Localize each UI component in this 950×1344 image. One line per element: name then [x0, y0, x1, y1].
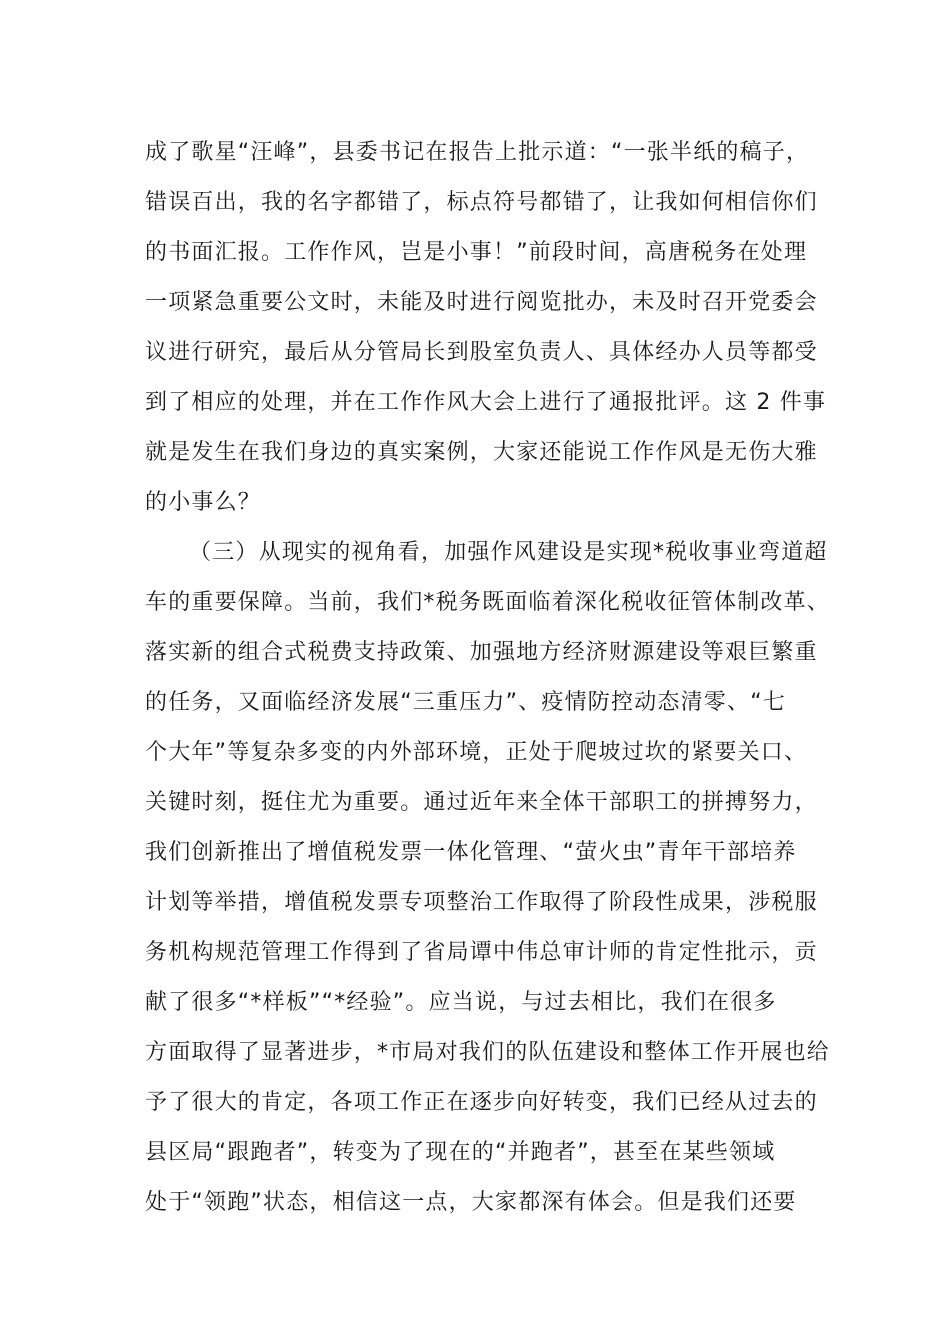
text-line: 的小事么？ — [145, 490, 262, 515]
text-line: 错误百出，我的名字都错了，标点符号都错了，让我如何相信你们 — [145, 190, 818, 215]
text-line: 关键时刻，挺住尤为重要。通过近年来全体干部职工的拼搏努力， — [145, 790, 818, 815]
body-text — [145, 130, 845, 1230]
text-line: 议进行研究，最后从分管局长到股室负责人、具体经办人员等都受 — [145, 340, 818, 365]
text-line: 县区局“跟跑者”，转变为了现在的“并跑者”，甚至在某些领域 — [145, 1140, 776, 1165]
text-line: 计划等举措，增值税发票专项整治工作取得了阶段性成果，涉税服 — [145, 890, 818, 915]
text-line: 我们创新推出了增值税发票一体化管理、“萤火虫”青年干部培养 — [145, 840, 797, 865]
text-line: 车的重要保障。当前，我们*税务既面临着深化税收征管体制改革、 — [145, 590, 831, 615]
text-line: 成了歌星“汪峰”，县委书记在报告上批示道：“一张半纸的稿子， — [145, 140, 810, 165]
text-line: 处于“领跑”状态，相信这一点，大家都深有体会。但是我们还要 — [145, 1190, 797, 1215]
section-heading-line: （三）从现实的视角看，加强作风建设是实现*税收事业弯道超 — [189, 540, 828, 565]
text-line: 到了相应的处理，并在工作作风大会上进行了通报批评。这 2 件事 — [145, 390, 827, 415]
text-line: 方面取得了显著进步，*市局对我们的队伍建设和整体工作开展也给 — [145, 1040, 831, 1065]
text-line: 务机构规范管理工作得到了省局谭中伟总审计师的肯定性批示，贡 — [145, 940, 818, 965]
text-line: 个大年”等复杂多变的内外部环境，正处于爬坡过坎的紧要关口、 — [145, 740, 808, 765]
text-line: 落实新的组合式税费支持政策、加强地方经济财源建设等艰巨繁重 — [145, 640, 818, 665]
text-line: 的任务，又面临经济发展“三重压力”、疫情防控动态清零、“七 — [145, 690, 786, 715]
text-line: 一项紧急重要公文时，未能及时进行阅览批办，未及时召开党委会 — [145, 290, 818, 315]
text-line: 的书面汇报。工作作风，岂是小事！”前段时间，高唐税务在处理 — [145, 240, 808, 265]
text-line: 献了很多“*样板”“*经验”。应当说，与过去相比，我们在很多 — [145, 990, 777, 1015]
text-line: 予了很大的肯定，各项工作正在逐步向好转变，我们已经从过去的 — [145, 1090, 818, 1115]
text-line: 就是发生在我们身边的真实案例，大家还能说工作作风是无伤大雅 — [145, 440, 818, 465]
